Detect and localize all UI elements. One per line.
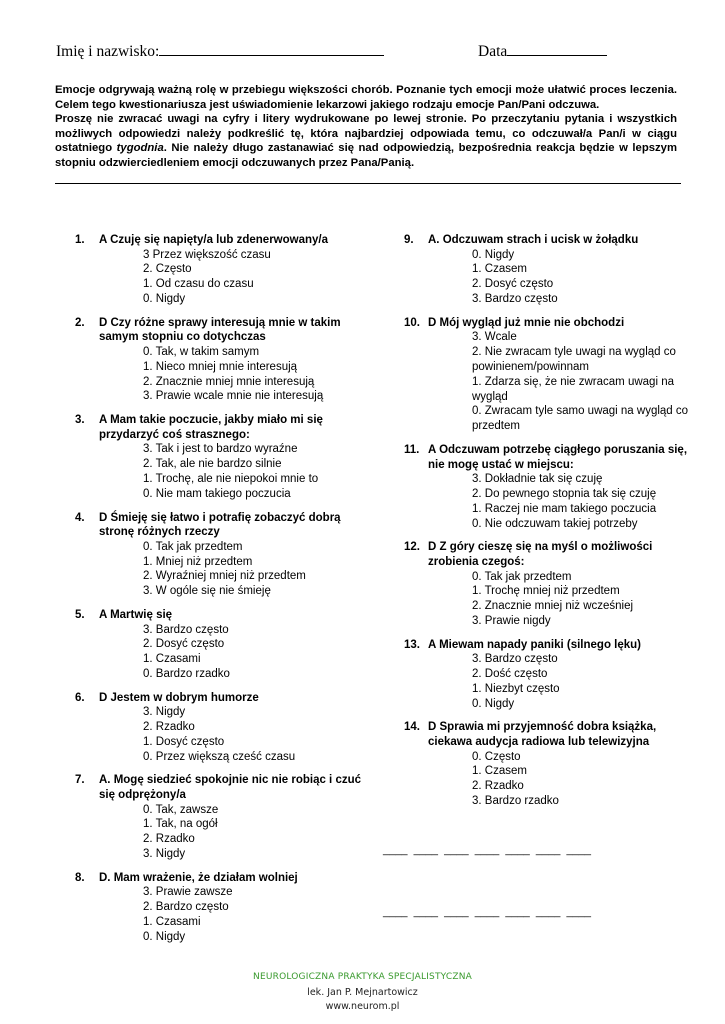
answer-option[interactable] (99, 637, 365, 652)
answer-option-label: 2. Nie zwracam tyle uwagi na wygląd co powinienem/powinnam (472, 346, 676, 373)
answer-option[interactable] (428, 779, 694, 794)
answer-option-label: 1. Mniej niż przedtem (143, 555, 253, 568)
answer-option[interactable] (428, 472, 694, 487)
answer-option[interactable] (428, 345, 694, 375)
answer-option[interactable] (99, 817, 365, 832)
instructions-divider (55, 183, 681, 184)
question-text: A Czuję się napięty/a lub zdenerwowany/a (99, 234, 328, 246)
answer-option[interactable] (428, 570, 694, 585)
question-number: 13. (404, 638, 420, 651)
answer-option[interactable] (99, 667, 365, 682)
answer-option-label: 1. Dosyć często (143, 735, 225, 748)
score-blanks-row-1[interactable]: ____ ____ ____ ____ ____ ____ ____ (383, 844, 591, 856)
answer-option[interactable] (428, 697, 694, 712)
answer-option-label: 3. Tak i jest to bardzo wyraźne (143, 443, 298, 456)
answer-option[interactable] (99, 584, 365, 599)
question-number: 7. (75, 774, 85, 787)
answer-option[interactable] (99, 735, 365, 750)
answer-option-label: 3. Dokładnie tak się czuję (472, 473, 603, 486)
answer-option[interactable] (99, 915, 365, 930)
answer-option[interactable] (428, 487, 694, 502)
answer-option-label: 3. Nigdy (143, 706, 186, 719)
answer-option-label: 2. Dosyć często (143, 638, 225, 651)
answer-option[interactable] (99, 555, 365, 570)
question-item (75, 773, 365, 861)
question-text: D. Mam wrażenie, że działam wolniej (99, 871, 298, 884)
question-item (404, 233, 694, 307)
question-number: 10. (404, 316, 420, 329)
answer-option-label: 0. Nigdy (472, 697, 515, 710)
answer-option[interactable] (99, 930, 365, 945)
answer-option[interactable] (428, 502, 694, 517)
question-number: 1. (75, 234, 85, 246)
questions-column-right (404, 233, 694, 818)
question-number: 14. (404, 721, 420, 734)
question-text: A Martwię się (99, 608, 173, 621)
question-number: 11. (404, 443, 420, 456)
answer-option[interactable] (428, 330, 694, 345)
date-underline[interactable] (507, 42, 607, 56)
answer-option-label: 2. Rzadko (472, 780, 524, 793)
answer-option-label: 2. Wyraźniej mniej niż przedtem (143, 570, 306, 583)
answer-option-label: 3. Prawie wcale mnie nie interesują (143, 390, 324, 403)
question-text: A Miewam napady paniki (silnego lęku) (428, 638, 642, 651)
answer-option[interactable] (99, 885, 365, 900)
question-item (75, 608, 365, 682)
footer-doctor-name: lek. Jan P. Mejnartowicz (307, 987, 418, 998)
answer-option[interactable] (428, 652, 694, 667)
answer-option[interactable] (428, 292, 694, 307)
answer-option-label: 3. Bardzo często (472, 653, 558, 666)
answer-option-label: 3. Bardzo rzadko (472, 795, 559, 808)
question-number: 4. (75, 511, 85, 524)
answer-option-label: 1. Zdarza się, że nie zwracam uwagi na wygląd (472, 375, 674, 403)
answer-option-label: 0. Nigdy (472, 248, 515, 261)
answer-option-label: 2. Często (143, 263, 192, 276)
answer-option[interactable] (99, 375, 365, 390)
instructions-paragraph-1: Emocje odgrywają ważną rolę w przebiegu większości chorób. Poznanie tych emocji może ułatwić proces leczenia. Celem tego kwestionariusza jest uświadomienie lekarzowi jakiego rodzaju emocje Pan/Pani odczuwa. (55, 84, 677, 111)
question-text: A Mam takie poczucie, jakby miało mi się przydarzyć coś strasznego: (99, 414, 323, 441)
answer-option-label: 0. Często (472, 750, 521, 763)
question-text: D Sprawia mi przyjemność dobra książka, ciekawa audycja radiowa lub telewizyjna (428, 721, 657, 749)
answer-option[interactable] (99, 750, 365, 765)
answer-option-label: 0. Nie mam takiego poczucia (143, 487, 291, 500)
question-text: D Śmieję się łatwo i potrafię zobaczyć dobrą stronę różnych rzeczy (99, 511, 341, 539)
answer-option-label: 1. Od czasu do czasu (143, 278, 254, 291)
answer-option-label: 2. Znacznie mniej niż wcześniej (472, 600, 634, 613)
answer-option[interactable] (99, 652, 365, 667)
answer-option-label: 3. Prawie zawsze (143, 886, 233, 899)
question-text: D Mój wygląd już mnie nie obchodzi (428, 316, 625, 329)
answer-option[interactable] (99, 847, 365, 862)
answer-option-label: 3. Wcale (472, 331, 517, 344)
answer-option[interactable] (99, 569, 365, 584)
answer-option-label: 2. Tak, ale nie bardzo silnie (143, 458, 282, 471)
answer-option-label: 0. Zwracam tyle samo uwagi na wygląd co przedtem (472, 405, 689, 433)
answer-option-label: 0. Tak jak przedtem (143, 540, 243, 553)
answer-option-label: 1. Trochę mniej niż przedtem (472, 585, 620, 598)
answer-option[interactable] (99, 262, 365, 277)
question-item (75, 691, 365, 765)
answer-option-label: 1. Raczej nie mam takiego poczucia (472, 502, 657, 515)
answer-option[interactable] (99, 720, 365, 735)
answer-option[interactable] (99, 832, 365, 847)
answer-option[interactable] (99, 540, 365, 555)
question-number: 3. (75, 414, 85, 427)
answer-option-label: 3. Prawie nigdy (472, 614, 551, 627)
answer-option-label: 2. Rzadko (143, 833, 195, 846)
footer-website: www.neurom.pl (325, 1001, 400, 1012)
answer-option-label: 3. W ogóle się nie śmieję (143, 585, 271, 598)
answer-option-label: 2. Bardzo często (143, 901, 229, 914)
answer-option[interactable] (428, 614, 694, 629)
answer-option[interactable] (99, 345, 365, 360)
question-item (75, 511, 365, 599)
answer-option-label: 0. Tak jak przedtem (472, 570, 572, 583)
answer-option-label: 2. Dosyć często (472, 278, 554, 291)
answer-option-label: 1. Niezbyt często (472, 682, 560, 695)
answer-option[interactable] (428, 682, 694, 697)
answer-option[interactable] (428, 262, 694, 277)
answer-option-label: 2. Dość często (472, 668, 548, 681)
questions-column-left (75, 233, 365, 954)
answer-option[interactable] (99, 623, 365, 638)
answer-option[interactable] (428, 375, 694, 405)
answer-option[interactable] (99, 389, 365, 404)
answer-option[interactable] (99, 803, 365, 818)
question-text: A. Odczuwam strach i ucisk w żołądku (428, 234, 639, 246)
name-underline[interactable] (159, 42, 384, 56)
question-text: A Odczuwam potrzebę ciągłego poruszania się, nie mogę ustać w miejscu: (428, 443, 688, 471)
answer-option-label: 0. Bardzo rzadko (143, 667, 230, 680)
answer-option-label: 1. Nieco mniej mnie interesują (143, 360, 298, 373)
answer-option-label: 0. Przez większą cześć czasu (143, 750, 296, 763)
answer-option[interactable] (99, 900, 365, 915)
question-item (404, 720, 694, 808)
answer-option[interactable] (428, 750, 694, 765)
name-field-label: Imię i nazwisko: (56, 42, 384, 61)
footer-practice-name: NEUROLOGICZNA PRAKTYKA SPECJALISTYCZNA (253, 972, 472, 982)
question-item (404, 316, 694, 434)
date-field-label: Data (478, 42, 607, 61)
question-number: 8. (75, 871, 85, 884)
question-item (75, 871, 365, 945)
question-item (404, 638, 694, 712)
answer-option-label: 1. Tak, na ogół (143, 818, 218, 831)
answer-option[interactable] (99, 277, 365, 292)
answer-option-label: 1. Czasem (472, 263, 527, 276)
answer-option-label: 3. Nigdy (143, 848, 186, 861)
answer-option[interactable] (428, 517, 694, 532)
answer-option-label: 0. Tak, zawsze (143, 803, 219, 816)
answer-option-label: 3 Przez większość czasu (143, 248, 271, 261)
answer-option-label: 0. Tak, w takim samym (143, 345, 260, 358)
answer-option-label: 0. Nigdy (143, 292, 186, 305)
answer-option[interactable] (99, 292, 365, 307)
answer-option[interactable] (99, 487, 365, 502)
answer-option-label: 2. Rzadko (143, 721, 195, 734)
instructions-paragraph-2: Proszę nie zwracać uwagi na cyfry i litery wydrukowane po lewej stronie. Po przeczytaniu pytania i wszystkich możliwych odpowiedzi należy podkreślić tę, która najbardziej odpowiada temu, co odczuwał/a Pan/i w ciągu ostatniego tygodnia. Nie należy długo zastanawiać się nad odpowiedzią, bezpośrednia reakcja będzie w lepszym stopniu odzwierciedleniem emocji odczuwanych przez Pana/Panią. (55, 113, 677, 169)
answer-option[interactable] (428, 667, 694, 682)
answer-option-label: 1. Czasami (143, 653, 201, 666)
question-item (404, 443, 694, 531)
question-text: D Czy różne sprawy interesują mnie w takim samym stopniu co dotychczas (99, 316, 341, 344)
question-item (75, 233, 365, 307)
question-item (75, 316, 365, 404)
question-number: 9. (404, 234, 414, 246)
question-number: 5. (75, 608, 85, 621)
answer-option[interactable] (428, 794, 694, 809)
question-item (75, 413, 365, 501)
question-text: D Jestem w dobrym humorze (99, 691, 259, 704)
answer-option[interactable] (428, 248, 694, 263)
question-number: 2. (75, 316, 85, 329)
answer-option-label: 0. Nigdy (143, 930, 186, 943)
answer-option[interactable] (99, 457, 365, 472)
answer-option-label: 2. Do pewnego stopnia tak się czuję (472, 487, 657, 500)
answer-option[interactable] (99, 442, 365, 457)
answer-option-label: 1. Trochę, ale nie niepokoi mnie to (143, 472, 319, 485)
answer-option-label: 3. Bardzo często (143, 623, 229, 636)
question-text: A. Mogę siedzieć spokojnie nic nie robiąc i czuć się odprężony/a (99, 774, 362, 802)
answer-option[interactable] (428, 599, 694, 614)
answer-option-label: 2. Znacznie mniej mnie interesują (143, 375, 315, 388)
answer-option[interactable] (428, 277, 694, 292)
answer-option[interactable] (99, 705, 365, 720)
answer-option[interactable] (99, 248, 365, 263)
answer-option[interactable] (428, 584, 694, 599)
answer-option-label: 3. Bardzo często (472, 292, 558, 305)
question-item (404, 540, 694, 628)
answer-option-label: 1. Czasem (472, 765, 527, 778)
answer-option-label: 1. Czasami (143, 916, 201, 929)
score-blanks-row-2[interactable]: ____ ____ ____ ____ ____ ____ ____ (383, 906, 591, 918)
answer-option[interactable] (99, 472, 365, 487)
instructions (55, 83, 677, 171)
question-text: D Z góry cieszę się na myśl o możliwości zrobienia czegoś: (428, 541, 653, 568)
question-number: 6. (75, 691, 85, 704)
answer-option[interactable] (428, 404, 694, 434)
answer-option[interactable] (99, 360, 365, 375)
answer-option[interactable] (428, 764, 694, 779)
question-number: 12. (404, 541, 420, 554)
answer-option-label: 0. Nie odczuwam takiej potrzeby (472, 517, 638, 530)
